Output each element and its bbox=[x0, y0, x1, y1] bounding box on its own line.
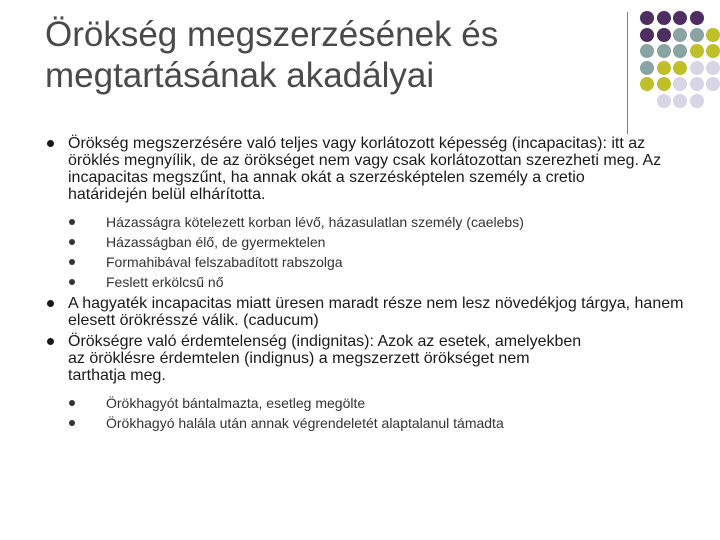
bullet-item bbox=[45, 295, 695, 329]
decorative-dot bbox=[673, 77, 687, 91]
decorative-dot bbox=[657, 61, 671, 75]
sub-bullet-item: Örökhagyót bántalmazta, esetleg megölte bbox=[69, 393, 695, 413]
decorative-dot bbox=[657, 94, 671, 108]
decorative-dot bbox=[657, 44, 671, 58]
decorative-dot bbox=[640, 61, 654, 75]
decorative-dot bbox=[690, 61, 704, 75]
decorative-dot bbox=[657, 11, 671, 25]
bullet-text: Örökségre való érdemtelenség (indignitas): Azok az esetek, amelyekben az öröklésre érdemtelen (indignus) a megszerzett örökséget nem tarthatja meg. bbox=[68, 333, 582, 384]
decorative-dot bbox=[640, 44, 654, 58]
decorative-dot bbox=[673, 11, 687, 25]
decorative-dot bbox=[640, 28, 654, 42]
decorative-dot bbox=[657, 28, 671, 42]
decorative-dot bbox=[673, 28, 687, 42]
decorative-dot-grid bbox=[640, 11, 720, 111]
decorative-dot bbox=[690, 77, 704, 91]
sub-bullet-item: Házasságban élő, de gyermektelen bbox=[69, 232, 695, 252]
sub-bullet-list bbox=[68, 393, 695, 433]
bullet-list bbox=[45, 135, 695, 433]
decorative-dot bbox=[640, 77, 654, 91]
decorative-dot bbox=[706, 77, 720, 91]
decorative-dot bbox=[690, 94, 704, 108]
sub-bullet-item: Feslett erkölcsű nő bbox=[69, 272, 695, 292]
bullet-text: A hagyaték incapacitas miatt üresen maradt része nem lesz növedékjog tárgya, hanem elesett örökrésszé válik. (caducum) bbox=[68, 295, 684, 329]
decorative-dot bbox=[640, 11, 654, 25]
bullet-text: Örökség megszerzésére való teljes vagy korlátozott képesség (incapacitas): itt az öröklés megnyílik, de az örökséget nem vagy csak korlátozottan szerezheti meg. Az incapacitas megszűnt, ha annak okát a szerzésképtelen személy a cretio határidején belül elhárította. bbox=[68, 135, 662, 203]
decorative-dot bbox=[706, 44, 720, 58]
decorative-dot bbox=[673, 94, 687, 108]
bullet-item bbox=[45, 135, 695, 292]
decorative-dot bbox=[690, 44, 704, 58]
decorative-dot bbox=[706, 61, 720, 75]
slide-title bbox=[45, 14, 605, 96]
slide-title-line-2: megtartásának akadályai bbox=[45, 56, 435, 95]
slide-title-line-1: Örökség megszerzésének és bbox=[45, 15, 499, 54]
bullet-item bbox=[45, 333, 695, 433]
title-divider-line bbox=[627, 12, 628, 134]
decorative-dot bbox=[657, 77, 671, 91]
decorative-dot bbox=[673, 61, 687, 75]
sub-bullet-list bbox=[68, 212, 695, 292]
slide-body bbox=[45, 135, 695, 436]
sub-bullet-item: Örökhagyó halála után annak végrendeletét alaptalanul támadta bbox=[69, 413, 695, 433]
decorative-dot bbox=[690, 11, 704, 25]
sub-bullet-item: Formahibával felszabadított rabszolga bbox=[69, 252, 695, 272]
decorative-dot bbox=[690, 28, 704, 42]
decorative-dot bbox=[706, 28, 720, 42]
sub-bullet-item: Házasságra kötelezett korban lévő, házasulatlan személy (caelebs) bbox=[69, 212, 695, 232]
decorative-dot bbox=[673, 44, 687, 58]
